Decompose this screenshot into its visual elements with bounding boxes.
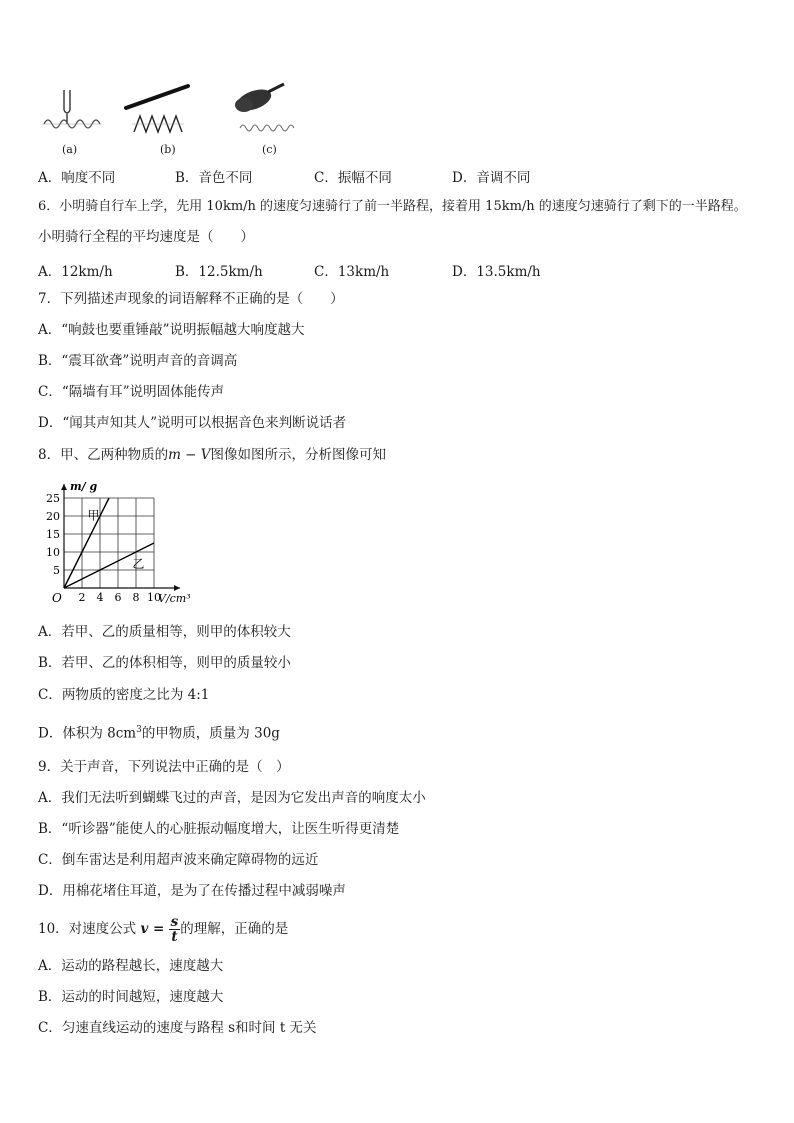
x-tick-label: 6 bbox=[114, 591, 122, 604]
q8-option-d-post: 的甲物质，质量为 30g bbox=[141, 725, 280, 742]
q6-option-d[interactable]: D．13.5km/h bbox=[452, 264, 541, 280]
q5-caption-c: (c) bbox=[262, 143, 277, 156]
q10-option-a[interactable]: A．运动的路程越长，速度越大 bbox=[38, 958, 224, 974]
y-tick-label: 25 bbox=[46, 492, 60, 505]
q10-stem-pre: 10．对速度公式 bbox=[38, 921, 137, 937]
q8-option-a[interactable]: A．若甲、乙的质量相等，则甲的体积较大 bbox=[38, 624, 291, 640]
q10-stem bbox=[38, 912, 288, 946]
q9-option-a[interactable]: A．我们无法听到蝴蝶飞过的声音，是因为它发出声音的响度太小 bbox=[38, 790, 426, 806]
q10-formula-numerator: s bbox=[170, 914, 179, 930]
q8-stem bbox=[38, 446, 386, 464]
origin-label: O bbox=[52, 591, 62, 605]
q6-option-c[interactable]: C．13km/h bbox=[314, 264, 390, 280]
y-axis-label: m/ g bbox=[70, 480, 98, 493]
q6-stem-line2: 小明骑行全程的平均速度是（ ） bbox=[38, 229, 254, 245]
y-tick-label: 5 bbox=[53, 564, 60, 577]
q7-option-c[interactable]: C．“隔墙有耳”说明固体能传声 bbox=[38, 384, 225, 400]
q5-option-a[interactable]: A．响度不同 bbox=[38, 170, 116, 186]
q10-option-c[interactable]: C．匀速直线运动的速度与路程 s和时间 t 无关 bbox=[38, 1020, 317, 1036]
q9-option-d[interactable]: D．用棉花堵住耳道，是为了在传播过程中减弱噪声 bbox=[38, 883, 346, 899]
violin-wave-figure bbox=[224, 78, 300, 136]
q5-caption-a: (a) bbox=[62, 143, 78, 156]
q8-stem-post: 图像如图所示，分析图像可知 bbox=[210, 447, 387, 463]
q10-option-b[interactable]: B．运动的时间越短，速度越大 bbox=[38, 989, 224, 1005]
y-axis-arrow bbox=[61, 484, 67, 490]
x-tick-label: 2 bbox=[78, 591, 86, 604]
x-axis-label: V/cm³ bbox=[158, 592, 191, 605]
tuning-fork-wave-figure bbox=[38, 80, 108, 138]
q6-option-b[interactable]: B．12.5km/h bbox=[175, 264, 263, 280]
q7-stem: 7．下列描述声现象的词语解释不正确的是（ ） bbox=[38, 291, 344, 307]
y-tick-label: 10 bbox=[46, 546, 60, 559]
flute-wave-figure bbox=[120, 82, 192, 140]
q9-option-b[interactable]: B．“听诊器”能使人的心脏振动幅度增大，让医生听得更清楚 bbox=[38, 821, 400, 837]
y-tick-label: 20 bbox=[46, 510, 60, 523]
series-label-jia: 甲 bbox=[87, 508, 100, 523]
x-tick-label: 4 bbox=[96, 591, 104, 604]
q5-option-b[interactable]: B．音色不同 bbox=[175, 170, 253, 186]
q8-option-c[interactable]: C．两物质的密度之比为 4:1 bbox=[38, 687, 210, 703]
q8-stem-formula: m − V bbox=[168, 447, 211, 463]
q8-option-b[interactable]: B．若甲、乙的体积相等，则甲的质量较小 bbox=[38, 655, 291, 671]
q7-option-a[interactable]: A．“响鼓也要重锤敲”说明振幅越大响度越大 bbox=[38, 322, 305, 338]
x-tick-label: 10 bbox=[147, 591, 161, 604]
q5-option-d[interactable]: D．音调不同 bbox=[452, 170, 531, 186]
q9-stem: 9．关于声音，下列说法中正确的是（ ） bbox=[38, 759, 290, 775]
q5-caption-b: (b) bbox=[160, 143, 176, 156]
q5-option-c[interactable]: C．振幅不同 bbox=[314, 170, 392, 186]
q7-option-b[interactable]: B．“震耳欲聋”说明声音的音调高 bbox=[38, 353, 238, 369]
m-v-chart bbox=[28, 474, 208, 614]
q10-stem-post: 的理解，正确的是 bbox=[180, 921, 289, 937]
x-tick-label: 8 bbox=[132, 591, 140, 604]
q8-option-d-sup: 3 bbox=[136, 725, 142, 735]
q8-option-d-pre: D．体积为 8cm bbox=[38, 725, 137, 742]
q10-formula-lhs: v = bbox=[140, 921, 165, 937]
q8-stem-pre: 8．甲、乙两种物质的 bbox=[38, 447, 169, 463]
series-label-yi: 乙 bbox=[132, 556, 145, 571]
q10-formula-denominator: t bbox=[171, 929, 178, 945]
y-tick-label: 15 bbox=[46, 528, 60, 541]
q6-stem-line1: 6．小明骑自行车上学，先用 10km/h 的速度匀速骑行了前一半路程，接着用 15km/h 的速度匀速骑行了剩下的一半路程。 bbox=[38, 199, 747, 214]
q10-formula-fraction bbox=[169, 915, 181, 944]
q8-option-d[interactable] bbox=[38, 721, 280, 743]
q6-option-a[interactable]: A．12km/h bbox=[38, 264, 113, 280]
x-axis-arrow bbox=[174, 585, 180, 591]
q7-option-d[interactable]: D．“闻其声知其人”说明可以根据音色来判断说话者 bbox=[38, 415, 347, 431]
q9-option-c[interactable]: C．倒车雷达是利用超声波来确定障碍物的远近 bbox=[38, 852, 319, 868]
